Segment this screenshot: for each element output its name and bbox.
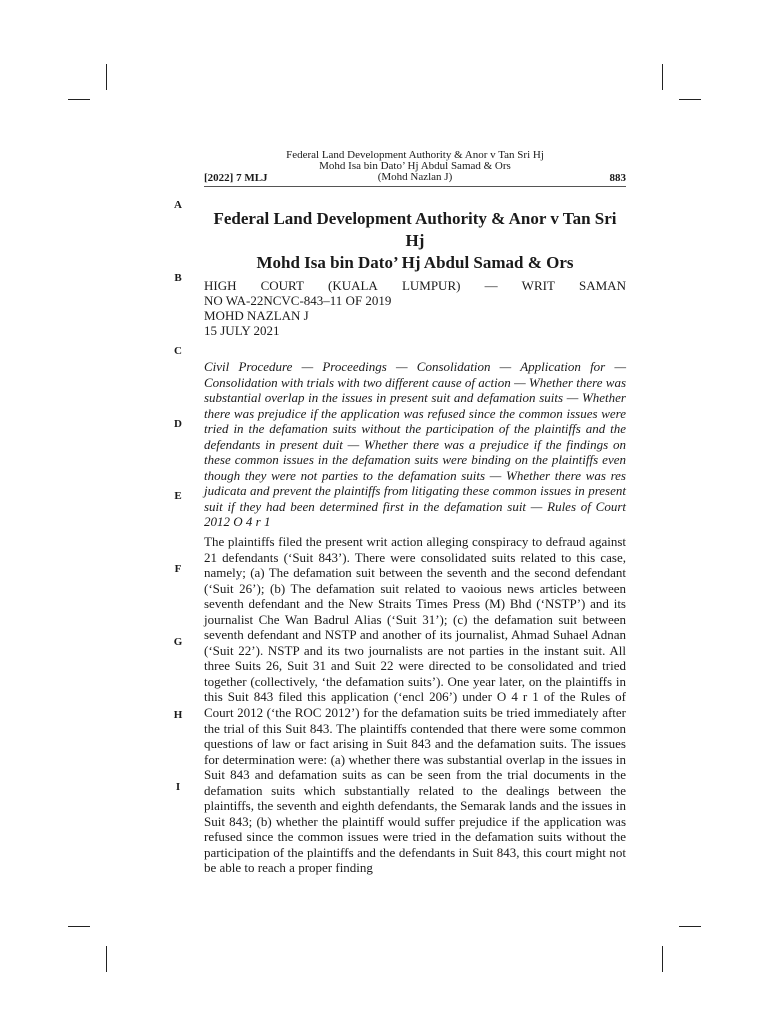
- court-word: WRIT: [521, 278, 555, 293]
- margin-letter-i: I: [175, 781, 181, 793]
- judgment-date: 15 JULY 2021: [204, 323, 280, 338]
- page-number: 883: [609, 172, 626, 184]
- citation: [2022] 7 MLJ: [204, 172, 268, 184]
- court-word: HIGH: [204, 278, 237, 293]
- margin-letter-e: E: [174, 490, 182, 502]
- court-line: [204, 278, 626, 293]
- court-word: COURT: [260, 278, 304, 293]
- court-word: LUMPUR): [401, 278, 461, 293]
- margin-letter-h: H: [173, 709, 183, 721]
- court-word: (KUALA: [328, 278, 378, 293]
- court-word: SAMAN: [579, 278, 626, 293]
- margin-letter-a: A: [174, 199, 182, 211]
- running-head-case-line1: Federal Land Development Authority & Anor v Tan Sri Hj: [286, 149, 544, 161]
- catchwords: Civil Procedure — Proceedings — Consolidation — Application for — Consolidation with trials with two different cause of action — Whether there was substantial overlap in the issues in present suit and defamation suits — Whether there was prejudice if the application was refused since the common issues were tried in the defamation suits without the participation of the plaintiffs and the defendants in present duit — Whether there was a prejudice if the findings on these common issues in the defamation suits were binding on the plaintiffs even though they were not parties to the defamation suits — Whether there was res judicata and prevent the plaintiffs from litigating these common issues in present suit if they had been determined first in the defamation suit — Rules of Court 2012 O 4 r 1: [204, 359, 626, 530]
- header-divider: [204, 186, 626, 187]
- margin-letter-d: D: [174, 418, 182, 430]
- crop-mark-top-left-horizontal: [68, 99, 90, 100]
- crop-mark-top-right-vertical: [662, 64, 663, 90]
- margin-letter-c: C: [174, 345, 182, 357]
- running-head-judge: (Mohd Nazlan J): [377, 171, 453, 183]
- case-title-line2: Mohd Isa bin Dato’ Hj Abdul Samad & Ors: [256, 253, 574, 272]
- headnote-summary: The plaintiffs filed the present writ action alleging conspiracy to defraud against 21 defendants (‘Suit 843’). There were consolidated suits related to this case, namely; (a) The defamation suit between the seventh and the second defendant (‘Suit 26’); (b) The defamation suit related to vaoious news articles between seventh defendant and the New Straits Times Press (M) Bhd (‘NSTP’) and its journalist Che Wan Badrul Alias (‘Suit 31’); (c) the defamation suit between seventh defendant and NSTP and another of its journalist, Ahmad Suhael Adnan (‘Suit 22’). NSTP and its two journalists are not parties in the instant suit. All three Suits 26, Suit 31 and Suit 22 were directed to be consolidated and tried together (collectively, ‘the defamation suits’). One year later, on the plaintiffs in this Suit 843 filed this application (‘encl 206’) under O 4 r 1 of the Rules of Court 2012 (‘the ROC 2012’) for the defamation suits be tried immediately after the trial of this Suit 843. The plaintiffs contended that there were some common questions of law or fact arising in Suit 843 and the defamation suits. The issues for determination were: (a) whether there was substantial overlap in the issues in Suit 843 and defamation suits as can be seen from the trial documents in the defamation suits which substantially related to the dealings between the plaintiffs, the seventh and eighth defendants, the Semarak lands and the issues in Suit 843; (b) whether the plaintiff would suffer prejudice if the application was refused since the common issues were tried in the defamation suits without the participation of the plaintiffs and the defendants in Suit 843, this court might not be able to reach a proper finding: [204, 534, 626, 876]
- suit-number: NO WA-22NCVC-843–11 OF 2019: [204, 293, 392, 308]
- crop-mark-bottom-right-vertical: [662, 946, 663, 972]
- court-word: —: [484, 278, 498, 293]
- crop-mark-top-right-horizontal: [679, 99, 701, 100]
- crop-mark-bottom-left-vertical: [106, 946, 107, 972]
- crop-mark-bottom-right-horizontal: [679, 926, 701, 927]
- crop-mark-bottom-left-horizontal: [68, 926, 90, 927]
- case-title-line1: Federal Land Development Authority & Anor v Tan Sri Hj: [213, 209, 617, 250]
- crop-mark-top-left-vertical: [106, 64, 107, 90]
- running-head-case-line2: Mohd Isa bin Dato’ Hj Abdul Samad & Ors: [319, 160, 511, 172]
- court-details: [204, 278, 626, 338]
- judge-name: MOHD NAZLAN J: [204, 308, 309, 323]
- margin-letter-f: F: [174, 563, 182, 575]
- margin-letter-b: B: [174, 272, 182, 284]
- case-title: [204, 208, 626, 274]
- margin-letter-g: G: [173, 636, 183, 648]
